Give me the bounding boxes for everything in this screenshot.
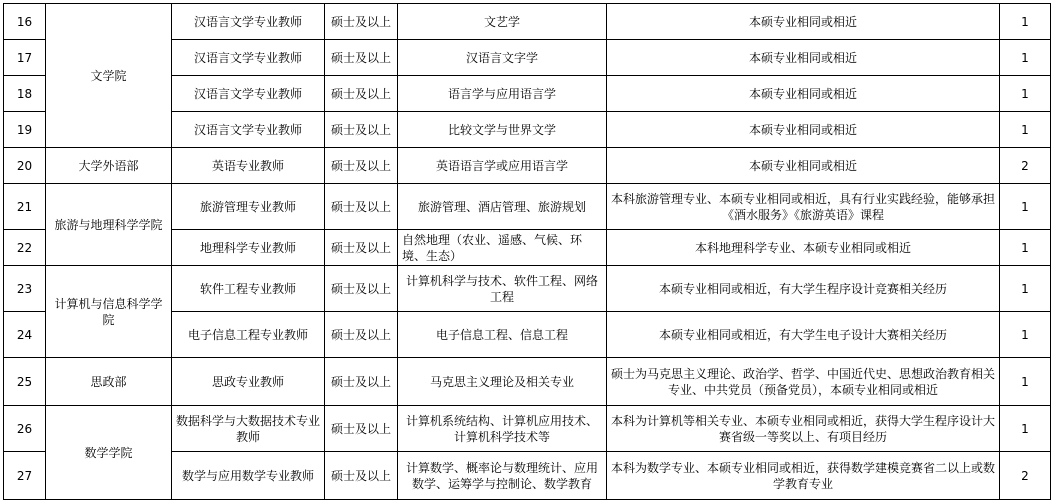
count-cell: 1 — [1000, 40, 1051, 76]
row-number: 25 — [4, 358, 46, 406]
position-cell: 汉语言文学专业教师 — [172, 112, 325, 148]
department-cell: 数学学院 — [46, 406, 172, 500]
table-row — [4, 184, 1051, 230]
department-cell: 计算机与信息科学学院 — [46, 266, 172, 358]
count-cell: 2 — [1000, 452, 1051, 500]
major-cell: 自然地理（农业、遥感、气候、环境、生态） — [398, 230, 607, 266]
requirement-cell: 本科为计算机等相关专业、本硕专业相同或相近，获得大学生程序设计大赛省级一等奖以上、有项目经历 — [607, 406, 1000, 452]
major-cell: 语言学与应用语言学 — [398, 76, 607, 112]
count-cell: 1 — [1000, 112, 1051, 148]
table-row — [4, 266, 1051, 312]
recruitment-table — [3, 3, 1051, 500]
requirement-cell: 硕士为马克思主义理论、政治学、哲学、中国近代史、思想政治教育相关专业、中共党员（预备党员），本硕专业相同或相近 — [607, 358, 1000, 406]
position-cell: 汉语言文学专业教师 — [172, 76, 325, 112]
major-cell: 计算数学、概率论与数理统计、应用数学、运筹学与控制论、数学教育 — [398, 452, 607, 500]
requirement-cell: 本硕专业相同或相近，有大学生程序设计竞赛相关经历 — [607, 266, 1000, 312]
major-cell: 电子信息工程、信息工程 — [398, 312, 607, 358]
table-row — [4, 4, 1051, 40]
degree-cell: 硕士及以上 — [325, 184, 398, 230]
row-number: 26 — [4, 406, 46, 452]
major-cell: 英语语言学或应用语言学 — [398, 148, 607, 184]
position-cell: 数学与应用数学专业教师 — [172, 452, 325, 500]
row-number: 18 — [4, 76, 46, 112]
degree-cell: 硕士及以上 — [325, 230, 398, 266]
count-cell: 1 — [1000, 230, 1051, 266]
requirement-cell: 本硕专业相同或相近，有大学生电子设计大赛相关经历 — [607, 312, 1000, 358]
degree-cell: 硕士及以上 — [325, 40, 398, 76]
position-cell: 思政专业教师 — [172, 358, 325, 406]
degree-cell: 硕士及以上 — [325, 266, 398, 312]
row-number: 20 — [4, 148, 46, 184]
position-cell: 旅游管理专业教师 — [172, 184, 325, 230]
department-cell: 旅游与地理科学学院 — [46, 184, 172, 266]
requirement-cell: 本硕专业相同或相近 — [607, 148, 1000, 184]
degree-cell: 硕士及以上 — [325, 358, 398, 406]
major-cell: 计算机科学与技术、软件工程、网络工程 — [398, 266, 607, 312]
degree-cell: 硕士及以上 — [325, 312, 398, 358]
requirement-cell: 本硕专业相同或相近 — [607, 40, 1000, 76]
count-cell: 1 — [1000, 184, 1051, 230]
table-row — [4, 406, 1051, 452]
count-cell: 1 — [1000, 358, 1051, 406]
position-cell: 汉语言文学专业教师 — [172, 40, 325, 76]
major-cell: 比较文学与世界文学 — [398, 112, 607, 148]
row-number: 22 — [4, 230, 46, 266]
position-cell: 电子信息工程专业教师 — [172, 312, 325, 358]
row-number: 21 — [4, 184, 46, 230]
requirement-cell: 本科地理科学专业、本硕专业相同或相近 — [607, 230, 1000, 266]
requirement-cell: 本科旅游管理专业、本硕专业相同或相近，具有行业实践经验，能够承担《酒水服务》《旅游英语》课程 — [607, 184, 1000, 230]
table-row — [4, 148, 1051, 184]
count-cell: 1 — [1000, 406, 1051, 452]
count-cell: 1 — [1000, 266, 1051, 312]
degree-cell: 硕士及以上 — [325, 452, 398, 500]
department-cell: 大学外语部 — [46, 148, 172, 184]
position-cell: 英语专业教师 — [172, 148, 325, 184]
degree-cell: 硕士及以上 — [325, 76, 398, 112]
count-cell: 1 — [1000, 312, 1051, 358]
major-cell: 马克思主义理论及相关专业 — [398, 358, 607, 406]
requirement-cell: 本硕专业相同或相近 — [607, 4, 1000, 40]
major-cell: 文艺学 — [398, 4, 607, 40]
count-cell: 1 — [1000, 76, 1051, 112]
table-row — [4, 358, 1051, 406]
degree-cell: 硕士及以上 — [325, 406, 398, 452]
count-cell: 1 — [1000, 4, 1051, 40]
requirement-cell: 本硕专业相同或相近 — [607, 112, 1000, 148]
department-cell: 文学院 — [46, 4, 172, 148]
major-cell: 计算机系统结构、计算机应用技术、计算机科学技术等 — [398, 406, 607, 452]
position-cell: 数据科学与大数据技术专业教师 — [172, 406, 325, 452]
position-cell: 地理科学专业教师 — [172, 230, 325, 266]
degree-cell: 硕士及以上 — [325, 4, 398, 40]
major-cell: 旅游管理、酒店管理、旅游规划 — [398, 184, 607, 230]
row-number: 17 — [4, 40, 46, 76]
position-cell: 软件工程专业教师 — [172, 266, 325, 312]
requirement-cell: 本科为数学专业、本硕专业相同或相近，获得数学建模竞赛省二以上或数学教育专业 — [607, 452, 1000, 500]
count-cell: 2 — [1000, 148, 1051, 184]
row-number: 27 — [4, 452, 46, 500]
department-cell: 思政部 — [46, 358, 172, 406]
row-number: 19 — [4, 112, 46, 148]
major-cell: 汉语言文字学 — [398, 40, 607, 76]
degree-cell: 硕士及以上 — [325, 148, 398, 184]
degree-cell: 硕士及以上 — [325, 112, 398, 148]
requirement-cell: 本硕专业相同或相近 — [607, 76, 1000, 112]
row-number: 24 — [4, 312, 46, 358]
row-number: 23 — [4, 266, 46, 312]
row-number: 16 — [4, 4, 46, 40]
position-cell: 汉语言文学专业教师 — [172, 4, 325, 40]
